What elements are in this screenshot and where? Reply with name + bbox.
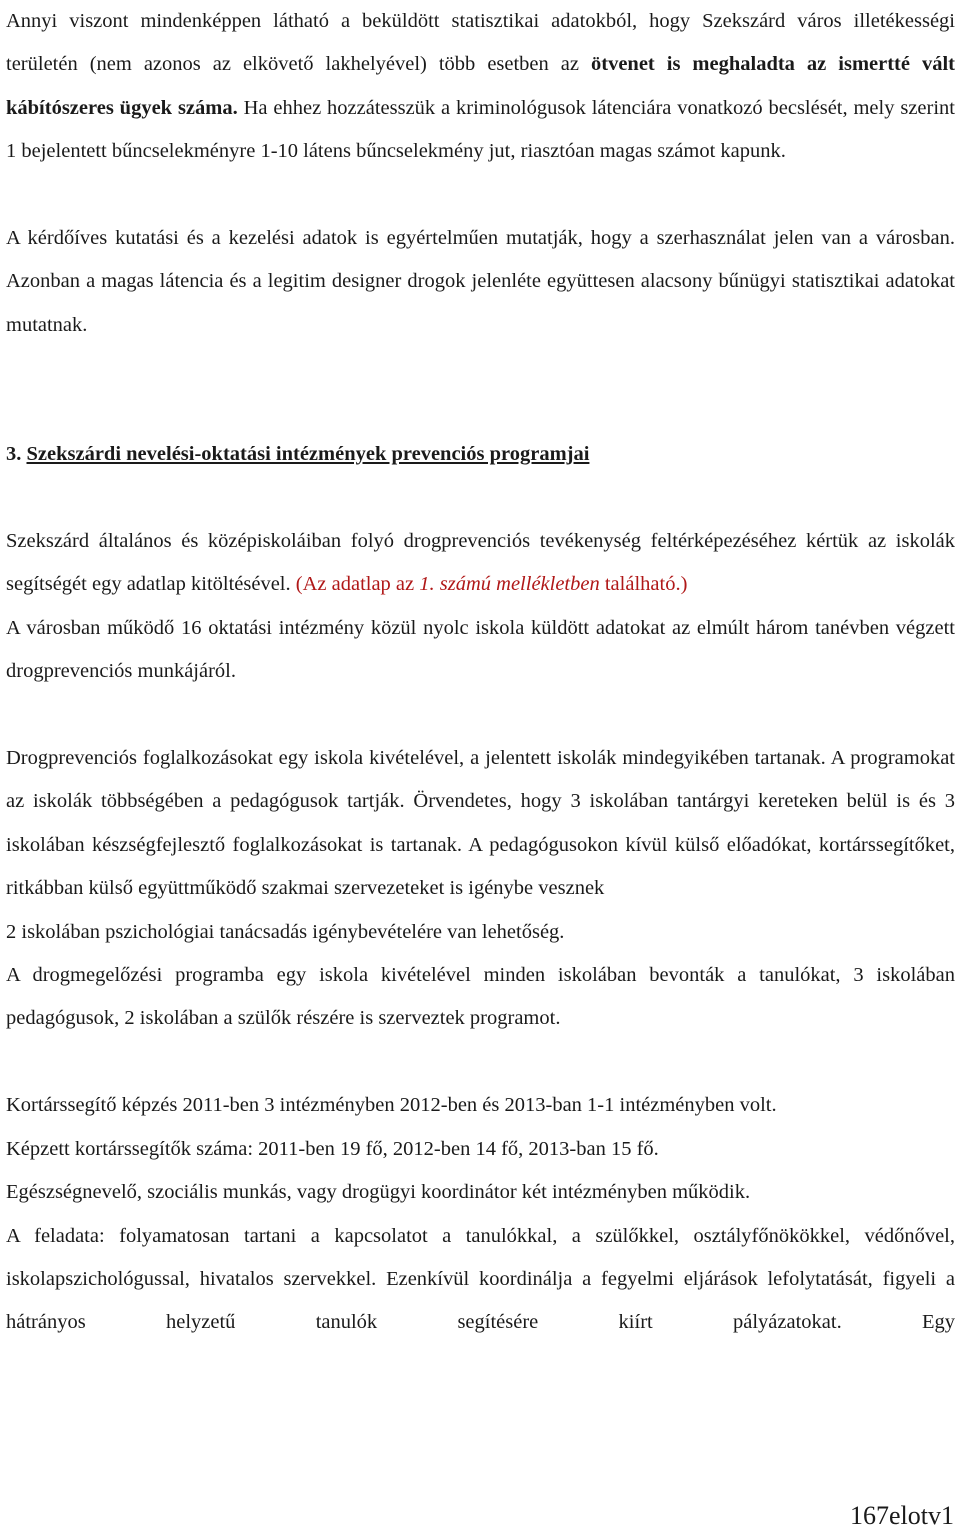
- appendix-reference-italic: 1. számú mellékletben: [419, 573, 600, 596]
- paragraph-peer-helpers-count: Képzett kortárssegítők száma: 2011-ben 19 fő, 2012-ben 14 fő, 2013-ban 15 fő.: [6, 1137, 659, 1160]
- appendix-reference-text-b: található.): [599, 573, 688, 596]
- paragraph-peer-training: Kortárssegítő képzés 2011-ben 3 intézményben 2012-ben és 2013-ban 1-1 intézményben volt.: [6, 1094, 777, 1117]
- paragraph-prevention-sessions: Drogprevenciós foglalkozásokat egy iskola kivételével, a jelentett iskolák mindegyikében tartanak. A programokat az iskolák többségében a pedagógusok tartják. Örvendetes, hogy 3 iskolában tantárgyi kereteken belül is és 3 iskolában készségfejlesztő foglalkozásokat is tartanak. A pedagógusokon kívül külső előadókat, kortárssegítőket, ritkábban külső együttműködő szakmai szervezeteket is igénybe vesznek: [6, 747, 955, 900]
- section-heading-title: Szekszárdi nevelési-oktatási intézmények prevenciós programjai: [26, 443, 590, 466]
- paragraph-statistics-text-a: Annyi viszont mindenképpen látható a beküldött statisztikai adatokból, hogy Szekszárd város illetékességi területén (nem azonos az elkövető lakhelyével) több esetben az: [6, 10, 955, 76]
- paragraph-participating-schools: A városban működő 16 oktatási intézmény közül nyolc iskola küldött adatokat az elmúlt három tanévben végzett drogprevenciós munkájáról.: [6, 616, 955, 683]
- document-page: [6, 0, 955, 1345]
- paragraph-schools-intro: [6, 520, 955, 607]
- section-heading-number: 3.: [6, 443, 22, 466]
- page-footer-label: 167elotv1: [850, 1501, 954, 1530]
- paragraph-program-participants: A drogmegelőzési programba egy iskola kivételével minden iskolában bevonták a tanulókat, 3 iskolában pedagógusok, 2 iskolában a szülők részére is szerveztek programot.: [6, 964, 955, 1030]
- appendix-reference: [296, 573, 688, 595]
- spacer: [6, 477, 955, 520]
- spacer: [6, 347, 955, 433]
- spacer: [6, 174, 955, 217]
- paragraph-coordinator-tasks: A feladata: folyamatosan tartani a kapcsolatot a tanulókkal, a szülőkkel, osztályfőnökökkel, védőnővel, iskolapszichológussal, hivatalos szervekkel. Ezenkívül koordinálja a fegyelmi eljárások lefolytatását, figyeli a hátrányos helyzetű tanulók segítésére kiírt pályázatokat. Egy: [6, 1224, 955, 1334]
- appendix-reference-text-a: (Az adatlap az: [295, 573, 420, 596]
- spacer: [6, 694, 955, 737]
- spacer: [6, 1041, 955, 1084]
- paragraph-statistics-bold: ötvenet is meghaladta az ismertté vált kábítószeres ügyek száma.: [6, 53, 956, 119]
- paragraph-schools-intro-text: Szekszárd általános és középiskoláiban folyó drogprevenciós tevékenység feltérképezéséhez kértük az iskolák segítségét egy adatlap kitöltésével.: [6, 530, 955, 596]
- paragraph-coordinator: Egészségnevelő, szociális munkás, vagy drogügyi koordinátor két intézményben működik.: [6, 1181, 751, 1204]
- paragraph-statistics: [6, 0, 955, 174]
- paragraph-statistics-text-b: Ha ehhez hozzátesszük a kriminológusok látenciára vonatkozó becslését, mely szerint 1 bejelentett bűncselekményre 1-10 látens bűncselekmény jut, riasztóan magas számot kapunk.: [6, 96, 955, 163]
- paragraph-psychological-counseling: 2 iskolában pszichológiai tanácsadás igénybevételére van lehetőség.: [6, 920, 565, 943]
- paragraph-survey: A kérdőíves kutatási és a kezelési adatok is egyértelműen mutatják, hogy a szerhasználat jelen van a városban. Azonban a magas látencia és a legitim designer drogok jelenléte együttesen alacsony bűnügyi statisztikai adatokat mutatnak.: [6, 227, 955, 336]
- section-heading: [6, 433, 955, 476]
